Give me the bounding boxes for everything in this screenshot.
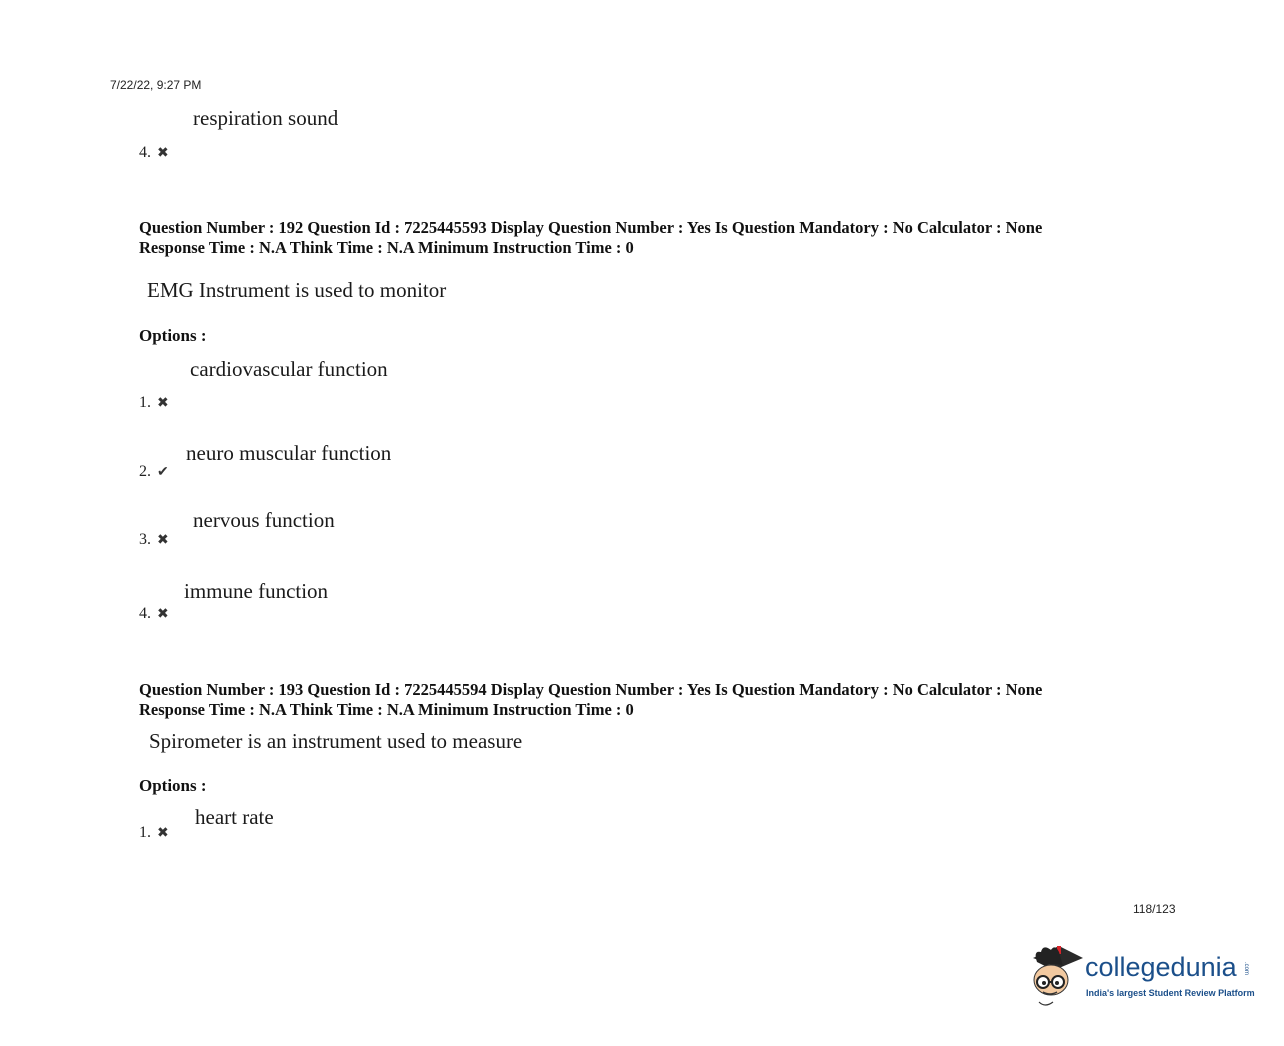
cross-icon: ✖ [157,533,169,548]
option-2-text: neuro muscular function [186,441,392,465]
option-number: 2. [139,463,151,480]
option-3-text: nervous function [193,508,335,532]
print-date: 7/22/22, 9:27 PM [110,78,202,92]
option-number: 4. [139,605,151,622]
options-label: Options : [139,326,207,345]
page-number: 118/123 [1133,902,1176,916]
option-4 [139,144,169,162]
question-192-stem: EMG Instrument is used to monitor [147,278,447,302]
question-meta-line-1: Question Number : 193 Question Id : 7225445594 Display Question Number : Yes Is Question Mandatory : No Calculator : None [139,680,1043,699]
option-number: 1. [139,824,151,841]
option-2 [139,463,169,481]
question-193-meta [139,680,1042,720]
option-4-text: immune function [184,579,329,603]
cross-icon: ✖ [157,607,169,622]
option-number: 4. [139,144,151,161]
option-1 [139,824,169,842]
option-1 [139,394,169,412]
mascot-icon [1025,940,1085,1010]
logo-wordmark: collegedunia [1085,952,1237,982]
option-4 [139,605,169,623]
question-meta-line-2: Response Time : N.A Think Time : N.A Minimum Instruction Time : 0 [139,700,634,719]
question-meta-line-1: Question Number : 192 Question Id : 7225445593 Display Question Number : Yes Is Question Mandatory : No Calculator : None [139,218,1043,237]
options-label: Options : [139,776,207,795]
question-192-meta [139,218,1042,258]
cross-icon: ✖ [157,396,169,411]
option-number: 1. [139,394,151,411]
collegedunia-logo [1025,940,1265,1010]
cross-icon: ✖ [157,146,169,161]
question-193-stem: Spirometer is an instrument used to measure [149,729,523,753]
option-3 [139,531,169,549]
option-number: 3. [139,531,151,548]
question-meta-line-2: Response Time : N.A Think Time : N.A Minimum Instruction Time : 0 [139,238,634,257]
logo-com: .com [1243,962,1249,976]
option-1-text: heart rate [195,805,274,829]
check-icon: ✔ [157,465,169,480]
logo-tagline: India's largest Student Review Platform [1086,988,1255,998]
option-4-text: respiration sound [193,106,339,130]
cross-icon: ✖ [157,826,169,841]
option-1-text: cardiovascular function [190,357,388,381]
